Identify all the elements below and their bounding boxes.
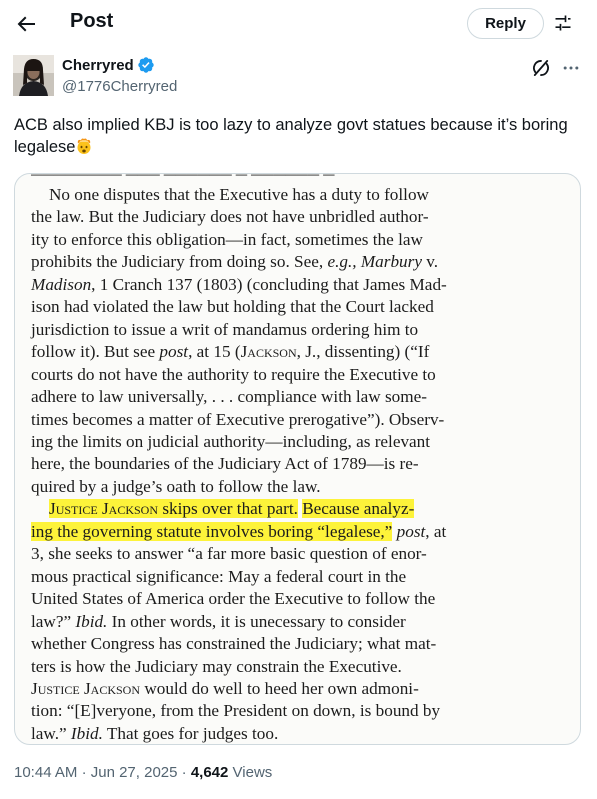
avatar-image: [13, 55, 54, 96]
doc-line: Madison, 1 Cranch 137 (1803) (concluding that James Mad-: [31, 274, 447, 294]
document-excerpt: [31, 167, 541, 745]
post-image[interactable]: [14, 167, 581, 745]
doc-line: tion: “[E]veryone, from the President on down, is bound by: [31, 701, 441, 721]
doc-line: times becomes a matter of Executive prerogative”). Observ-: [31, 409, 445, 429]
doc-line: No one disputes that the Executive has a duty to follow: [49, 185, 429, 204]
tweet-body: ACB also implied KBJ is too lazy to analyze govt statues because it’s boring legalese: [14, 116, 568, 156]
cropped-text-line: ──────── ─── ────── ─ ────── ─: [31, 167, 335, 184]
doc-line: law.” Ibid. That goes for judges too.: [31, 723, 279, 743]
doc-line: adhere to law universally, . . . compliance with law some-: [31, 387, 427, 407]
post-meta: [14, 764, 272, 781]
top-bar: [0, 0, 597, 48]
author-handle[interactable]: @1776Cherryred: [62, 78, 178, 95]
doc-line: ison had violated the law but holding that the Court lacked: [31, 297, 434, 317]
more-options-icon[interactable]: [561, 58, 581, 78]
doc-line: United States of America order the Executive to follow the: [31, 589, 436, 609]
reply-button[interactable]: Reply: [467, 8, 544, 39]
doc-line: 3, she seeks to answer “a far more basic question of enor-: [31, 544, 427, 564]
doc-line: mous practical significance: May a federal court in the: [31, 566, 407, 586]
separator: ·: [181, 764, 187, 781]
views-label: Views: [232, 764, 273, 781]
grok-icon[interactable]: [531, 58, 551, 78]
doc-line: whether Congress has constrained the Judiciary; what mat-: [31, 634, 437, 654]
doc-line: here, the boundaries of the Judiciary Act of 1789—is re-: [31, 454, 419, 474]
doc-line-highlighted: [31, 498, 541, 520]
doc-line: ters is how the Judiciary may constrain the Executive.: [31, 656, 402, 676]
highlight: skips over that part.: [158, 499, 298, 519]
avatar[interactable]: [13, 55, 54, 96]
doc-line: courts do not have the authority to require the Executive to: [31, 364, 436, 384]
author-name[interactable]: Cherryred: [62, 56, 134, 74]
highlight: Justice Jackson: [49, 499, 159, 519]
page-title: Post: [70, 10, 114, 32]
views-count: 4,642: [190, 764, 229, 781]
post-date[interactable]: Jun 27, 2025: [90, 764, 178, 781]
doc-line: prohibits the Judiciary from doing so. See, e.g., Marbury v.: [31, 252, 439, 272]
doc-line: the law. But the Judiciary does not have unbridled author-: [31, 207, 429, 227]
verified-badge-icon: [137, 56, 155, 74]
exploding-head-emoji-icon: [75, 137, 93, 155]
highlight: Because analyz-: [302, 499, 415, 519]
tweet-text: [14, 114, 574, 158]
doc-line: jurisdiction to issue a writ of mandamus ordering him to: [31, 319, 419, 339]
author-name-row[interactable]: [62, 56, 155, 74]
separator: ·: [81, 764, 87, 781]
highlight: ing the governing statute involves boring “legalese,”: [31, 521, 393, 541]
post-time[interactable]: 10:44 AM: [14, 764, 78, 781]
doc-line-highlighted: ing the governing statute involves boring “legalese,” post, at: [31, 521, 447, 541]
doc-line: law?” Ibid. In other words, it is unecessary to consider: [31, 611, 406, 631]
doc-line: Justice Jackson would do well to heed her own admoni-: [31, 678, 419, 698]
doc-line: ing the limits on judicial authority—including, as relevant: [31, 431, 431, 451]
sliders-icon[interactable]: [553, 13, 573, 33]
back-arrow-icon[interactable]: [14, 12, 38, 36]
doc-line: quired by a judge’s oath to follow the law.: [31, 476, 321, 496]
doc-line: ity to enforce this obligation—in fact, sometimes the law: [31, 229, 423, 249]
doc-line: follow it). But see post, at 15 (Jackson, J., dissenting) (“If: [31, 342, 430, 362]
